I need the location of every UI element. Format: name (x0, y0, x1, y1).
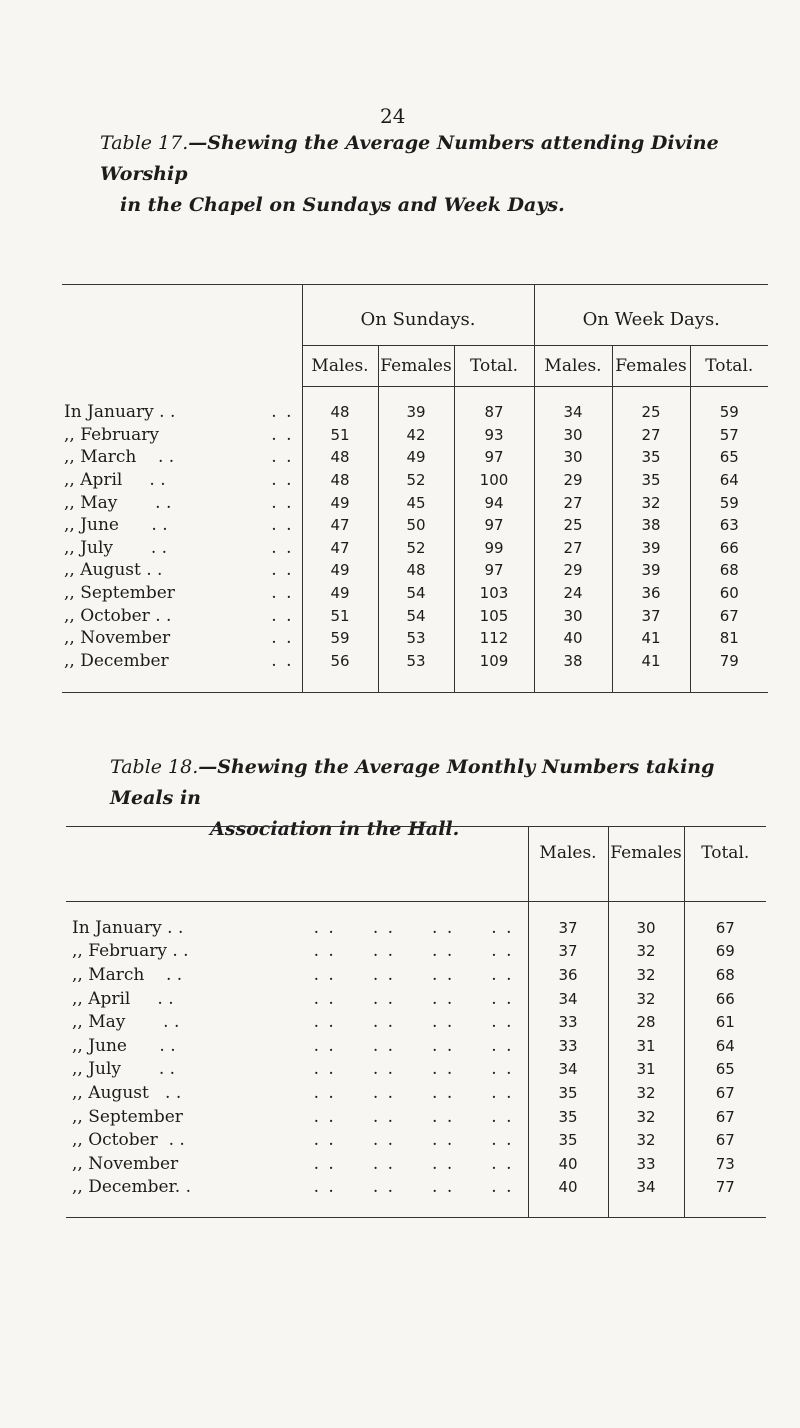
wk-females-cell: 36 (612, 582, 690, 605)
wk-total-cell: 60 (690, 582, 768, 605)
leader-dots: . . (271, 447, 294, 468)
month-cell (62, 387, 302, 424)
sun-females-cell: 50 (378, 514, 454, 537)
total-cell: 67 (684, 902, 766, 940)
table17-group-week-days: On Week Days. (534, 285, 768, 346)
month-label: ,, July . . (64, 537, 168, 558)
month-label: ,, June . . (64, 515, 168, 536)
leader-dots: . . . . . . . . (313, 1106, 514, 1127)
month-label: ,, December (64, 650, 169, 671)
table17-col-wk-total: Total. (690, 346, 768, 387)
month-cell (66, 1081, 528, 1105)
table18-col-females: Females (608, 827, 684, 902)
month-label: ,, August . . (72, 1082, 182, 1103)
month-label: ,, June . . (72, 1035, 176, 1056)
month-label: ,, December. . (72, 1177, 192, 1198)
month-cell (62, 446, 302, 469)
sun-females-cell: 52 (378, 537, 454, 560)
leader-dots: . . (271, 605, 294, 626)
sun-females-cell: 48 (378, 559, 454, 582)
month-cell (66, 940, 528, 964)
table-row (62, 650, 768, 693)
wk-males-cell: 29 (534, 559, 612, 582)
table17-body (62, 387, 768, 693)
leader-dots: . . . . . . . . (313, 1130, 514, 1151)
month-cell (62, 514, 302, 537)
table-row (66, 902, 766, 940)
wk-total-cell: 63 (690, 514, 768, 537)
month-cell (66, 987, 528, 1011)
males-cell: 36 (528, 963, 608, 987)
month-cell (62, 424, 302, 447)
wk-males-cell: 40 (534, 627, 612, 650)
table17-col-sun-total: Total. (454, 346, 534, 387)
males-cell: 35 (528, 1105, 608, 1129)
wk-males-cell: 34 (534, 387, 612, 424)
table-row (66, 1176, 766, 1218)
table-row (66, 1081, 766, 1105)
females-cell: 32 (608, 963, 684, 987)
table17-corner (62, 285, 302, 387)
month-label: ,, November (64, 628, 171, 649)
sun-males-cell: 49 (302, 491, 378, 514)
females-cell: 32 (608, 1081, 684, 1105)
month-label: ,, November (72, 1153, 179, 1174)
leader-dots: . . (271, 402, 294, 423)
wk-total-cell: 59 (690, 491, 768, 514)
month-label: ,, February . . (72, 941, 189, 962)
month-cell (62, 469, 302, 492)
wk-males-cell: 30 (534, 604, 612, 627)
month-cell (62, 537, 302, 560)
month-cell (62, 559, 302, 582)
table17-title: —Shewing the Average Numbers attending Divine Worship (100, 132, 719, 185)
table18-label: Table 18. (110, 756, 199, 778)
sun-males-cell: 56 (302, 650, 378, 693)
month-cell (62, 604, 302, 627)
table-row (62, 627, 768, 650)
table17-caption (100, 128, 760, 221)
table18 (66, 826, 766, 1218)
leader-dots: . . (271, 492, 294, 513)
sun-total-cell: 94 (454, 491, 534, 514)
table-row (62, 582, 768, 605)
females-cell: 34 (608, 1176, 684, 1218)
wk-total-cell: 57 (690, 424, 768, 447)
month-cell (66, 1176, 528, 1218)
month-label: ,, March . . (64, 447, 175, 468)
females-cell: 33 (608, 1152, 684, 1176)
males-cell: 34 (528, 1058, 608, 1082)
females-cell: 31 (608, 1034, 684, 1058)
leader-dots: . . . . . . . . (313, 1153, 514, 1174)
wk-females-cell: 38 (612, 514, 690, 537)
sun-total-cell: 97 (454, 514, 534, 537)
wk-total-cell: 66 (690, 537, 768, 560)
total-cell: 68 (684, 963, 766, 987)
page-number: 24 (380, 104, 406, 128)
table-row (62, 469, 768, 492)
month-label: ,, April . . (72, 988, 174, 1009)
table17 (62, 284, 768, 693)
sun-females-cell: 53 (378, 650, 454, 693)
month-label: ,, October . . (72, 1130, 185, 1151)
wk-males-cell: 24 (534, 582, 612, 605)
females-cell: 32 (608, 987, 684, 1011)
wk-total-cell: 64 (690, 469, 768, 492)
wk-total-cell: 67 (690, 604, 768, 627)
table-row (62, 514, 768, 537)
sun-total-cell: 105 (454, 604, 534, 627)
females-cell: 32 (608, 1128, 684, 1152)
month-label: ,, September (72, 1106, 183, 1127)
table17-col-sun-males: Males. (302, 346, 378, 387)
month-cell (66, 1010, 528, 1034)
table-row (66, 987, 766, 1011)
leader-dots: . . (271, 560, 294, 581)
wk-females-cell: 25 (612, 387, 690, 424)
leader-dots: . . (271, 537, 294, 558)
sun-females-cell: 54 (378, 604, 454, 627)
table18-title-line2: Association in the Hall. (210, 818, 460, 840)
total-cell: 67 (684, 1081, 766, 1105)
sun-males-cell: 47 (302, 537, 378, 560)
leader-dots: . . . . . . . . (313, 941, 514, 962)
leader-dots: . . (271, 470, 294, 491)
table-row (62, 387, 768, 424)
leader-dots: . . (271, 650, 294, 671)
wk-total-cell: 68 (690, 559, 768, 582)
leader-dots: . . (271, 628, 294, 649)
month-label: ,, March . . (72, 964, 183, 985)
table17-title-line2: in the Chapel on Sundays and Week Days. (120, 194, 565, 216)
month-cell (66, 1105, 528, 1129)
wk-males-cell: 29 (534, 469, 612, 492)
females-cell: 32 (608, 940, 684, 964)
table-row (66, 1058, 766, 1082)
wk-total-cell: 79 (690, 650, 768, 693)
month-label: ,, September (64, 583, 175, 604)
sun-total-cell: 93 (454, 424, 534, 447)
wk-total-cell: 81 (690, 627, 768, 650)
table-row (62, 491, 768, 514)
leader-dots: . . (271, 515, 294, 536)
table-row (62, 537, 768, 560)
sun-females-cell: 39 (378, 387, 454, 424)
leader-dots: . . (271, 424, 294, 445)
sun-total-cell: 112 (454, 627, 534, 650)
table-row (62, 424, 768, 447)
sun-males-cell: 49 (302, 559, 378, 582)
month-label: ,, August . . (64, 560, 163, 581)
sun-males-cell: 59 (302, 627, 378, 650)
month-cell (66, 1128, 528, 1152)
females-cell: 32 (608, 1105, 684, 1129)
table18-body (66, 902, 766, 1218)
sun-females-cell: 45 (378, 491, 454, 514)
table-row (66, 1152, 766, 1176)
females-cell: 30 (608, 902, 684, 940)
total-cell: 67 (684, 1128, 766, 1152)
males-cell: 37 (528, 940, 608, 964)
sun-males-cell: 48 (302, 469, 378, 492)
total-cell: 67 (684, 1105, 766, 1129)
month-cell (66, 902, 528, 940)
table18-col-males: Males. (528, 827, 608, 902)
sun-total-cell: 100 (454, 469, 534, 492)
table18-corner (66, 827, 528, 902)
total-cell: 73 (684, 1152, 766, 1176)
month-label: ,, April . . (64, 470, 166, 491)
table17-label: Table 17. (100, 132, 189, 154)
table17-col-wk-females: Females (612, 346, 690, 387)
sun-males-cell: 48 (302, 387, 378, 424)
sun-males-cell: 51 (302, 424, 378, 447)
total-cell: 66 (684, 987, 766, 1011)
wk-males-cell: 27 (534, 491, 612, 514)
wk-females-cell: 37 (612, 604, 690, 627)
month-cell (62, 491, 302, 514)
leader-dots: . . . . . . . . (313, 1035, 514, 1056)
sun-males-cell: 47 (302, 514, 378, 537)
month-label: ,, May . . (64, 492, 172, 513)
table-row (66, 1105, 766, 1129)
males-cell: 37 (528, 902, 608, 940)
table18-col-total: Total. (684, 827, 766, 902)
sun-males-cell: 51 (302, 604, 378, 627)
table17-col-wk-males: Males. (534, 346, 612, 387)
females-cell: 28 (608, 1010, 684, 1034)
wk-males-cell: 27 (534, 537, 612, 560)
month-cell (66, 963, 528, 987)
leader-dots: . . (271, 583, 294, 604)
sun-females-cell: 52 (378, 469, 454, 492)
month-cell (62, 627, 302, 650)
table-row (62, 559, 768, 582)
month-label: ,, October . . (64, 605, 172, 626)
month-cell (62, 582, 302, 605)
total-cell: 77 (684, 1176, 766, 1218)
leader-dots: . . . . . . . . (313, 1059, 514, 1080)
wk-females-cell: 41 (612, 650, 690, 693)
sun-males-cell: 49 (302, 582, 378, 605)
month-label: ,, May . . (72, 1012, 180, 1033)
month-label: In January . . (64, 402, 176, 423)
sun-total-cell: 97 (454, 446, 534, 469)
sun-total-cell: 99 (454, 537, 534, 560)
sun-males-cell: 48 (302, 446, 378, 469)
wk-females-cell: 32 (612, 491, 690, 514)
leader-dots: . . . . . . . . (313, 964, 514, 985)
males-cell: 34 (528, 987, 608, 1011)
wk-females-cell: 39 (612, 537, 690, 560)
table17-col-sun-females: Females (378, 346, 454, 387)
month-cell (66, 1152, 528, 1176)
total-cell: 69 (684, 940, 766, 964)
wk-females-cell: 41 (612, 627, 690, 650)
males-cell: 35 (528, 1128, 608, 1152)
wk-females-cell: 39 (612, 559, 690, 582)
males-cell: 33 (528, 1010, 608, 1034)
wk-total-cell: 59 (690, 387, 768, 424)
table-row (66, 1010, 766, 1034)
wk-total-cell: 65 (690, 446, 768, 469)
total-cell: 61 (684, 1010, 766, 1034)
females-cell: 31 (608, 1058, 684, 1082)
sun-females-cell: 49 (378, 446, 454, 469)
wk-males-cell: 30 (534, 424, 612, 447)
month-cell (66, 1034, 528, 1058)
sun-females-cell: 53 (378, 627, 454, 650)
month-label: In January . . (72, 917, 184, 938)
males-cell: 40 (528, 1176, 608, 1218)
month-label: ,, July . . (72, 1059, 176, 1080)
sun-total-cell: 103 (454, 582, 534, 605)
table17-group-sundays: On Sundays. (302, 285, 534, 346)
wk-females-cell: 35 (612, 469, 690, 492)
leader-dots: . . . . . . . . (313, 917, 514, 938)
table18-title: —Shewing the Average Monthly Numbers taking Meals in (110, 756, 715, 809)
table-row (66, 963, 766, 987)
total-cell: 65 (684, 1058, 766, 1082)
males-cell: 40 (528, 1152, 608, 1176)
leader-dots: . . . . . . . . (313, 1012, 514, 1033)
table-row (66, 1128, 766, 1152)
table-row (66, 1034, 766, 1058)
males-cell: 33 (528, 1034, 608, 1058)
sun-females-cell: 42 (378, 424, 454, 447)
table-row (62, 446, 768, 469)
wk-males-cell: 25 (534, 514, 612, 537)
wk-males-cell: 38 (534, 650, 612, 693)
sun-total-cell: 109 (454, 650, 534, 693)
month-cell (62, 650, 302, 693)
total-cell: 64 (684, 1034, 766, 1058)
month-cell (66, 1058, 528, 1082)
sun-females-cell: 54 (378, 582, 454, 605)
month-label: ,, February (64, 424, 159, 445)
leader-dots: . . . . . . . . (313, 1082, 514, 1103)
sun-total-cell: 97 (454, 559, 534, 582)
wk-males-cell: 30 (534, 446, 612, 469)
leader-dots: . . . . . . . . (313, 1177, 514, 1198)
leader-dots: . . . . . . . . (313, 988, 514, 1009)
table-row (66, 940, 766, 964)
males-cell: 35 (528, 1081, 608, 1105)
wk-females-cell: 35 (612, 446, 690, 469)
table-row (62, 604, 768, 627)
sun-total-cell: 87 (454, 387, 534, 424)
wk-females-cell: 27 (612, 424, 690, 447)
